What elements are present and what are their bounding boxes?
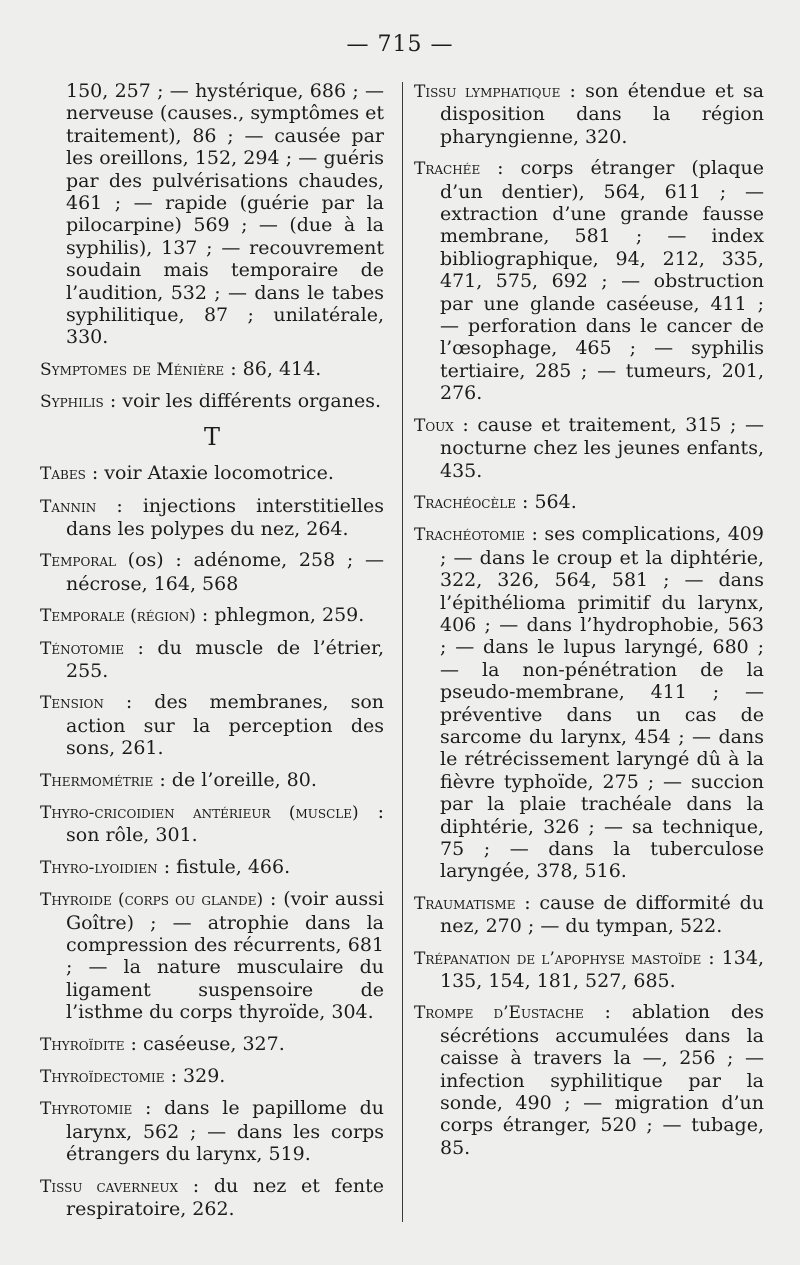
index-entry [414, 414, 764, 482]
index-entry [40, 1065, 384, 1088]
entry-text: : 134, 135, 154, 181, 527, 685. [440, 946, 764, 993]
index-entry [40, 1097, 384, 1165]
entry-heading: Trépanation de l’apophyse mastoïde [414, 948, 702, 969]
entry-text: : ses complications, 409 ; — dans le croup et la diphtérie, 322, 326, 564, 581 ; — dans l’épithélioma primitif du larynx, 406 ; — dans l’hydrophobie, 563 ; — dans le lupus laryngé, 680 ; — la non-pénétration de la pseudo-membrane, 411 ; — préventive dans un cas de sarcome du larynx, 454 ; — dans le rétrécissement laryngé dû à la fièvre typhoïde, 275 ; — succion par la plaie trachéale dans la diphtérie, 326 ; — sa technique, 75 ; — dans la tuberculose laryngée, 378, 516. [440, 523, 764, 883]
entry-text: : voir Ataxie locomotrice. [85, 462, 334, 485]
entry-text: : corps étranger (plaque d’un dentier), 564, 611 ; — extraction d’une grande fausse membrane, 581 ; — index bibliographique, 94, 212, 335, 471, 575, 692 ; — obstruction par une glande caséeuse, 411 ; — perforation dans le cancer de l’œsophage, 465 ; — syphilis tertiaire, 285 ; — tumeurs, 201, 276. [440, 157, 764, 405]
entry-text: : caséeuse, 327. [124, 1032, 285, 1055]
entry-text: : des membranes, son action sur la perception des sons, 261. [66, 691, 384, 760]
index-entry [40, 769, 384, 792]
entry-heading: Trompe d’Eustache [414, 1003, 584, 1024]
entry-heading: Thyro-cricoidien antérieur (muscle) [40, 802, 359, 823]
entry-text: : cause et traitement, 315 ; — nocturne chez les jeunes enfants, 435. [440, 413, 764, 482]
index-column-left [40, 80, 384, 1229]
entry-heading: Thyrotomie [40, 1099, 133, 1120]
index-entry [414, 523, 764, 883]
entry-text: : du nez et fente respiratoire, 262. [66, 1174, 384, 1221]
entry-heading: Tension [40, 693, 104, 714]
entry-text: : son rôle, 301. [66, 800, 384, 847]
entry-text: : du muscle de l’étrier, 255. [66, 636, 384, 682]
index-entry [40, 604, 384, 627]
entry-heading: Temporale (région) [40, 606, 196, 627]
index-entry [40, 801, 384, 847]
index-entry [40, 358, 384, 381]
index-entry [40, 637, 384, 683]
index-entry [40, 691, 384, 759]
entry-text: : (voir aussi Goître) ; — atrophie dans la compression des récurrents, 681 ; — la nature musculaire du ligament suspensoire de l’isthme du corps thyroïde, 304. [66, 888, 384, 1024]
index-entry [414, 491, 764, 514]
index-entry [40, 549, 384, 595]
index-entry [414, 892, 764, 938]
entry-heading: Syphilis [40, 392, 104, 413]
entry-text: : cause de difformité du nez, 270 ; — du tympan, 522. [440, 891, 764, 938]
entry-heading: Tissu caverneux [40, 1176, 179, 1197]
index-entry [414, 1001, 764, 1159]
index-entry [40, 888, 384, 1023]
index-entry [40, 495, 384, 541]
index-entry [40, 1175, 384, 1221]
entry-heading: Tannin [40, 496, 97, 517]
entry-text: : injections interstitielles dans les polypes du nez, 264. [66, 494, 384, 540]
entry-heading: Tabes [40, 464, 86, 485]
entry-heading: Toux [414, 415, 454, 436]
column-divider [402, 82, 403, 1222]
index-entry [40, 390, 384, 413]
section-letter: T [203, 422, 220, 451]
entry-heading: Ténotomie [40, 638, 125, 659]
entry-heading: Thermométrie [40, 770, 154, 791]
index-entry [414, 947, 764, 993]
entry-heading: Thyroide (corps ou glande) [40, 890, 264, 911]
entry-heading: Trachée [414, 159, 481, 180]
entry-text: 150, 257 ; — hystérique, 686 ; — nerveuse (causes., symptômes et traitement), 86 ; — causée par les oreillons, 152, 294 ; — guéris par des pulvérisations chaudes, 461 ; — rapide (guérie par la pilocarpine) 569 ; — (due à la syphilis), 137 ; — recouvrement soudain mais temporaire de l’audition, 532 ; — dans le tabes syphilitique, 87 ; unilatérale, 330. [66, 80, 384, 349]
index-entry [40, 462, 384, 485]
entry-heading: Traumatisme [414, 893, 516, 914]
entry-text: : de l’oreille, 80. [153, 768, 317, 791]
entry-heading: Thyroïdectomie [40, 1067, 165, 1088]
entry-heading: Thyroïdite [40, 1034, 125, 1055]
entry-heading: Symptomes de Ménière [40, 359, 225, 380]
index-entry [40, 856, 384, 879]
entry-text: : ablation des sécrétions accumulées dans la caisse à travers la —, 256 ; — infection syphilitique par la sonde, 490 ; — migration d’un corps étranger, 520 ; — tubage, 85. [440, 1001, 764, 1159]
entry-heading: Trachéotomie [414, 525, 525, 546]
entry-text: : dans le papillome du larynx, 562 ; — dans les corps étrangers du larynx, 519. [66, 1097, 384, 1166]
entry-text: (os) : adénome, 258 ; — nécrose, 164, 568 [66, 549, 384, 595]
entry-heading: Temporal [40, 551, 116, 572]
entry-text: : 86, 414. [224, 357, 322, 380]
entry-text: : voir les différents organes. [103, 390, 381, 413]
index-entry [414, 157, 764, 404]
entry-heading: Trachéocèle [414, 492, 516, 513]
entry-text: : phlegmon, 259. [195, 604, 365, 627]
index-entry [414, 80, 764, 148]
entry-text: : 564. [515, 490, 577, 513]
entry-heading: Tissu lymphatique [414, 82, 561, 102]
index-entry [40, 1033, 384, 1056]
index-column-right [414, 80, 764, 1168]
page-number: — 715 — [346, 32, 454, 57]
entry-text: : fistule, 466. [157, 855, 291, 878]
entry-heading: Thyro-lyoidien [40, 857, 158, 878]
entry-text: : 329. [164, 1065, 226, 1088]
index-entry [40, 80, 384, 349]
entry-text: : son étendue et sa disposition dans la région pharyngienne, 320. [440, 80, 764, 148]
